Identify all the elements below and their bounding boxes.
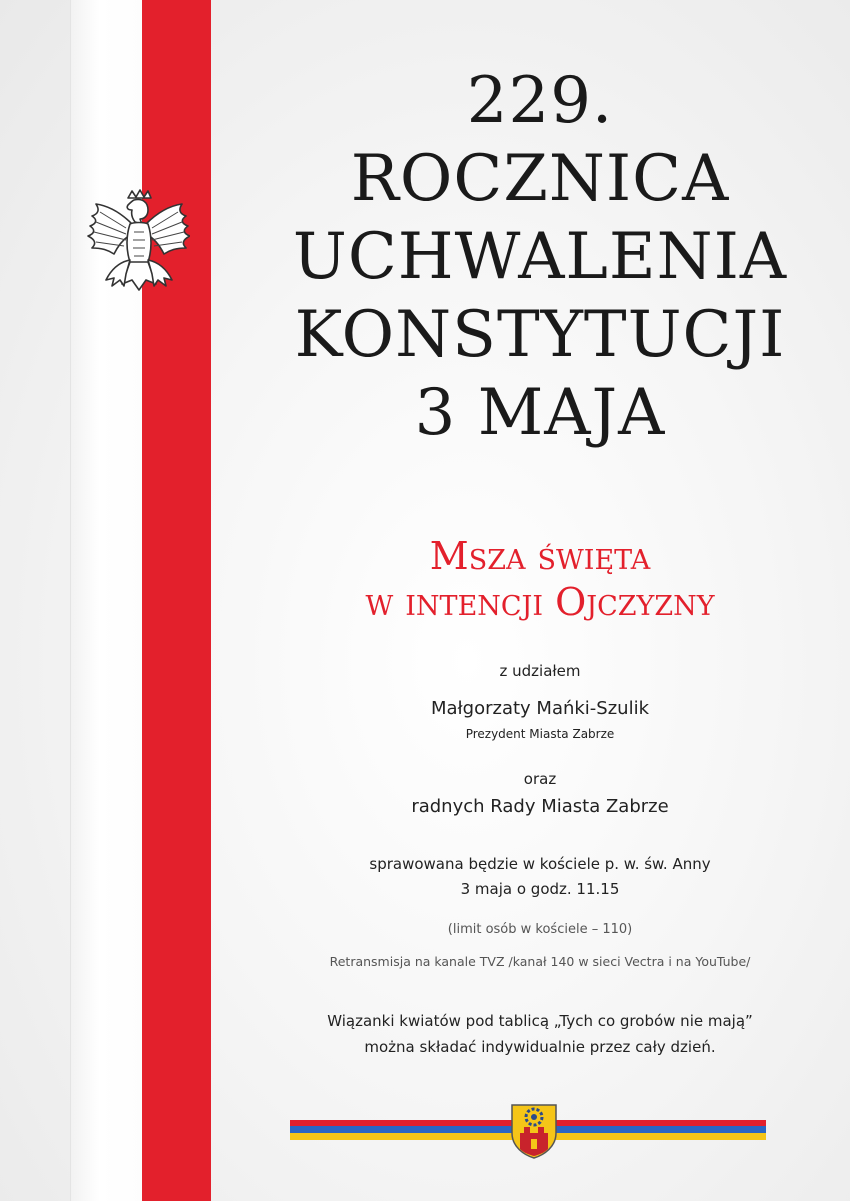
flowers-line-2: można składać indywidualnie przez cały dzień.: [364, 1038, 716, 1056]
venue-line-2: 3 maja o godz. 11.15: [460, 880, 620, 898]
title-line-adoption: UCHWALENIA: [292, 220, 788, 294]
polish-eagle-icon: [86, 188, 190, 306]
flag-white-stripe: [70, 0, 143, 1201]
title-line-constitution: KONSTYTUCJI: [294, 298, 786, 372]
venue-line-1: sprawowana będzie w kościele p. w. św. Anny: [369, 855, 711, 873]
mayor-role: Prezydent Miasta Zabrze: [465, 727, 615, 741]
broadcast-info: Retransmisja na kanale TVZ /kanał 140 w sieci Vectra i na YouTube/: [329, 954, 751, 969]
and-text: oraz: [523, 770, 557, 788]
council-text: radnych Rady Miasta Zabrze: [411, 796, 669, 817]
title-line-number: 229.: [466, 64, 614, 138]
attendance-limit: (limit osób w kościele – 110): [447, 922, 633, 937]
flag-red-stripe: [142, 0, 211, 1201]
zabrze-crest-icon: [510, 1103, 558, 1159]
mass-line-2: w intencji Ojczyzny: [365, 580, 715, 624]
mayor-name: Małgorzaty Mańki-Szulik: [430, 698, 650, 719]
event-title: [240, 62, 840, 452]
participation-intro: z udziałem: [499, 662, 581, 680]
mass-heading: [240, 533, 840, 625]
title-line-anniversary: ROCZNICA: [350, 142, 730, 216]
title-line-date: 3 MAJA: [414, 376, 666, 450]
mass-line-1: Msza święta: [429, 534, 651, 578]
flowers-line-1: Wiązanki kwiatów pod tablicą „Tych co grobów nie mają”: [327, 1012, 753, 1030]
